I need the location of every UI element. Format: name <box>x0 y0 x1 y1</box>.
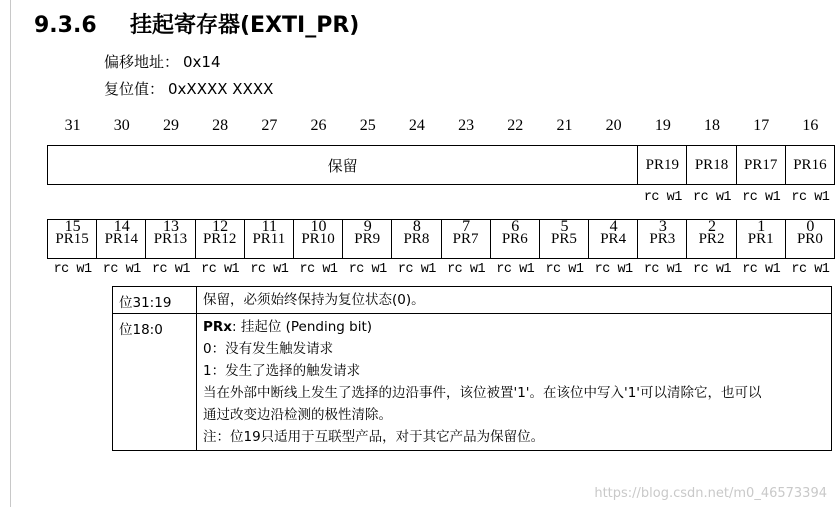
offset-address <box>104 51 221 72</box>
bit-number: 10 <box>310 218 327 235</box>
access-type: rc w1 <box>791 190 830 205</box>
bit-number: 26 <box>310 117 327 134</box>
access-type <box>343 190 392 208</box>
access-type <box>589 190 638 208</box>
bit-number: 24 <box>408 117 425 134</box>
section-title: 挂起寄存器(EXTI_PR) <box>130 13 360 38</box>
bit-number: 3 <box>658 218 667 235</box>
reset-value-text: 0xXXXX XXXX <box>168 80 274 98</box>
page-edge-line <box>10 0 11 507</box>
bit-number: 20 <box>605 117 622 134</box>
register-field: PR9 <box>343 220 392 258</box>
desc-line: 1：发生了选择的触发请求 <box>203 363 361 379</box>
bit-number: 14 <box>113 218 130 235</box>
watermark-text: https://blog.csdn.net/m0_46573394 <box>594 486 827 501</box>
bit-number: 29 <box>162 117 179 134</box>
desc-row-reserved <box>113 287 832 314</box>
section-heading <box>34 8 359 39</box>
bit-number: 1 <box>757 218 766 235</box>
access-type: rc w1 <box>201 262 240 277</box>
register-field: PR10 <box>294 220 343 258</box>
register-field: PR0 <box>786 220 835 258</box>
access-type <box>146 190 195 208</box>
bit-number: 25 <box>359 117 376 134</box>
bit-number: 15 <box>64 218 81 235</box>
register-field: PR12 <box>196 220 245 258</box>
low-access-row <box>48 262 835 280</box>
register-field: PR5 <box>540 220 589 258</box>
bit-number: 7 <box>462 218 471 235</box>
bit-number: 4 <box>609 218 618 235</box>
section-number: 9.3.6 <box>34 13 97 38</box>
register-field: PR13 <box>146 220 195 258</box>
bit-number: 22 <box>507 117 524 134</box>
access-type <box>48 190 97 208</box>
register-field: PR6 <box>491 220 540 258</box>
access-type: rc w1 <box>742 262 781 277</box>
access-type: rc w1 <box>151 262 190 277</box>
bit-number: 17 <box>753 117 770 134</box>
bit-number: 0 <box>806 218 815 235</box>
desc-field-line <box>203 316 825 338</box>
desc-field-name: PRx <box>203 319 232 335</box>
high-access-row <box>48 190 835 208</box>
access-type <box>97 190 146 208</box>
bit-number: 12 <box>212 218 229 235</box>
desc-line: 0：没有发生触发请求 <box>203 341 334 357</box>
bit-number: 2 <box>708 218 717 235</box>
access-type: rc w1 <box>102 262 141 277</box>
access-type <box>245 190 294 208</box>
desc-field-desc: : 挂起位 (Pending bit) <box>232 319 373 335</box>
reserved-field: 保留 <box>48 146 638 184</box>
desc-line: 当在外部中断线上发生了选择的边沿事件，该位被置'1'。在该位中写入'1'可以清除它，也可以 <box>203 385 762 401</box>
desc-bits-label: 位18:0 <box>113 314 197 451</box>
access-type <box>491 190 540 208</box>
access-type: rc w1 <box>348 262 387 277</box>
bit-number: 28 <box>212 117 229 134</box>
register-field: PR17 <box>737 146 786 184</box>
bit-number: 8 <box>412 218 421 235</box>
bit-description-table <box>112 286 832 451</box>
bit-number: 23 <box>458 117 475 134</box>
desc-line: 通过改变边沿检测的极性清除。 <box>203 407 392 423</box>
access-type: rc w1 <box>693 262 732 277</box>
register-field: PR19 <box>638 146 687 184</box>
access-type <box>442 190 491 208</box>
access-type <box>392 190 441 208</box>
access-type: rc w1 <box>53 262 92 277</box>
register-field: PR14 <box>97 220 146 258</box>
low-register-row <box>47 219 835 259</box>
bit-number: 31 <box>64 117 81 134</box>
register-field: PR3 <box>638 220 687 258</box>
bit-number: 9 <box>363 218 372 235</box>
desc-bits-label: 位31:19 <box>113 287 197 314</box>
register-field: PR16 <box>786 146 835 184</box>
desc-note-line: 注：位19只适用于互联型产品，对于其它产品为保留位。 <box>203 429 545 445</box>
access-type <box>540 190 589 208</box>
bit-number: 13 <box>162 218 179 235</box>
bit-number: 16 <box>802 117 819 134</box>
access-type: rc w1 <box>545 262 584 277</box>
reset-value <box>104 78 273 99</box>
register-field: PR2 <box>687 220 736 258</box>
bit-number: 30 <box>113 117 130 134</box>
register-field: PR7 <box>442 220 491 258</box>
access-type <box>294 190 343 208</box>
access-type <box>196 190 245 208</box>
register-field: PR11 <box>245 220 294 258</box>
bit-number: 5 <box>560 218 569 235</box>
bit-number: 19 <box>654 117 671 134</box>
desc-line: 保留，必须始终保持为复位状态(0)。 <box>203 292 425 308</box>
desc-text <box>197 287 832 314</box>
access-type: rc w1 <box>594 262 633 277</box>
bit-number: 18 <box>704 117 721 134</box>
register-field: PR1 <box>737 220 786 258</box>
bit-number: 11 <box>261 218 278 235</box>
bit-number: 6 <box>511 218 520 235</box>
access-type: rc w1 <box>496 262 535 277</box>
register-field: PR8 <box>392 220 441 258</box>
access-type: rc w1 <box>742 190 781 205</box>
access-type: rc w1 <box>643 190 682 205</box>
offset-value: 0x14 <box>183 53 221 71</box>
access-type: rc w1 <box>299 262 338 277</box>
high-bit-numbers <box>48 117 835 137</box>
high-register-row <box>47 145 835 185</box>
register-field: PR4 <box>589 220 638 258</box>
access-type: rc w1 <box>447 262 486 277</box>
access-type: rc w1 <box>693 190 732 205</box>
access-type: rc w1 <box>643 262 682 277</box>
register-field: PR18 <box>687 146 736 184</box>
access-type: rc w1 <box>250 262 289 277</box>
bit-number: 21 <box>556 117 573 134</box>
desc-row-prx <box>113 314 832 451</box>
bit-number: 27 <box>261 117 278 134</box>
register-field: PR15 <box>48 220 97 258</box>
desc-text <box>197 314 832 451</box>
offset-label: 偏移地址： <box>104 53 180 71</box>
access-type: rc w1 <box>791 262 830 277</box>
access-type: rc w1 <box>397 262 436 277</box>
reset-label: 复位值： <box>104 80 165 98</box>
